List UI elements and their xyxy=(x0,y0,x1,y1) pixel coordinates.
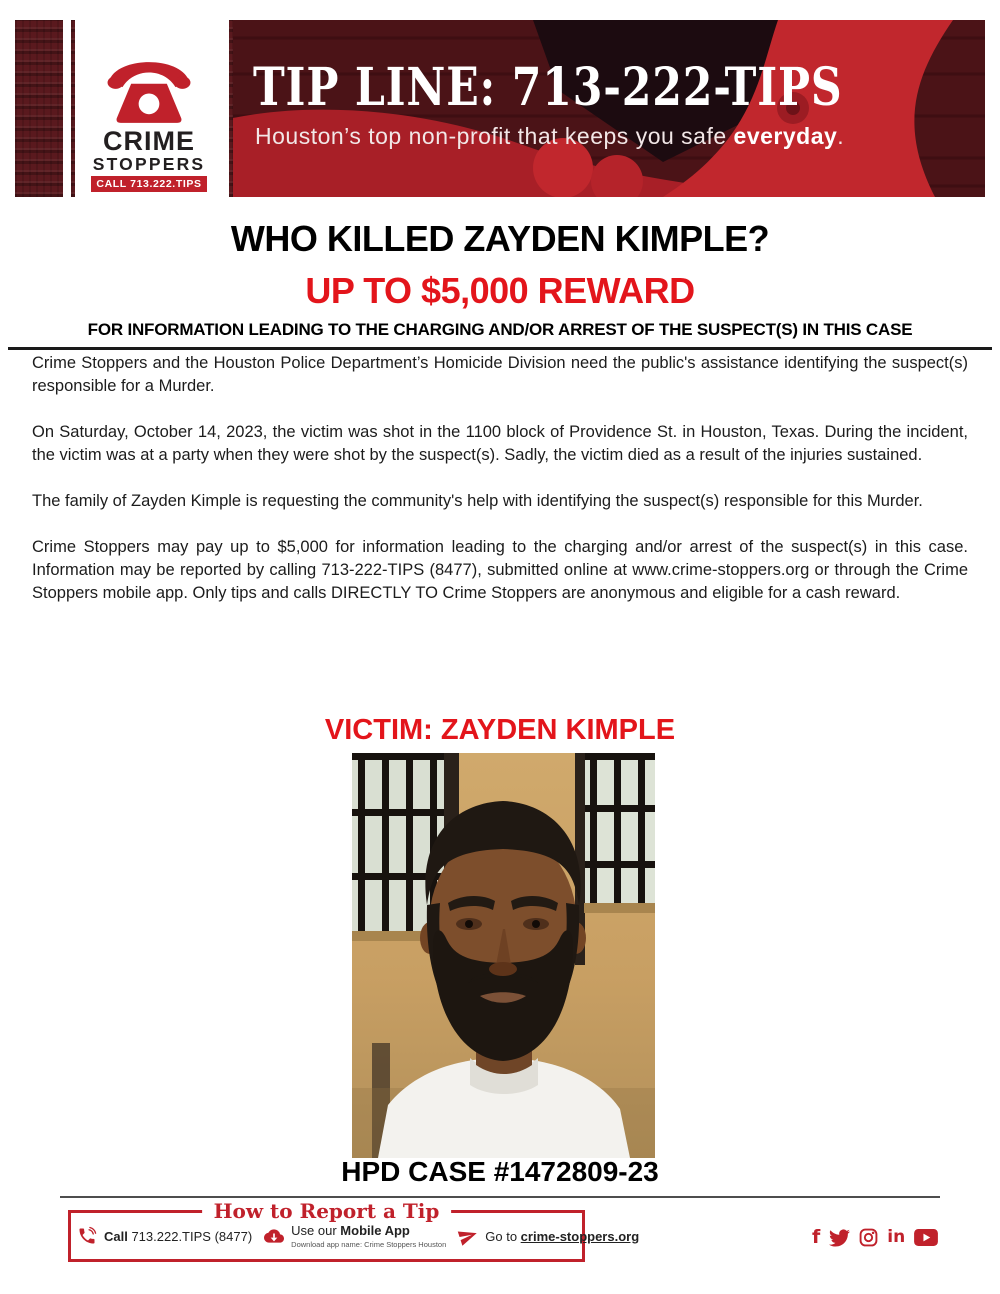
instagram-icon[interactable] xyxy=(859,1228,878,1247)
send-arrow-icon xyxy=(456,1223,481,1248)
headline-title: WHO KILLED ZAYDEN KIMPLE? xyxy=(230,218,770,259)
paragraph: On Saturday, October 14, 2023, the victim was shot in the 1100 block of Providence St. in Houston, Texas. During the incident, the victim was at a party when they were shot by the suspect(s). Sadly, the victim died as a result of the injuries sustained. xyxy=(32,423,968,464)
paragraph: Crime Stoppers may pay up to $5,000 for information leading to the charging and/or arrest of the suspect(s) in this case. Information may be reported by calling 713-222-TIPS (8477), submitted online at www.crime-stoppers.org or through the Crime Stoppers mobile app. Only tips and calls DIRECTLY TO Crime Stoppers are anonymous and eligible for a cash reward. xyxy=(32,538,968,602)
reward-headline: UP TO $5,000 REWARD xyxy=(305,270,695,311)
phone-icon xyxy=(77,1226,97,1246)
victim-heading: VICTIM: ZAYDEN KIMPLE xyxy=(324,714,676,746)
banner-photo xyxy=(233,20,985,197)
facebook-icon[interactable]: f xyxy=(812,1226,821,1248)
banner-tagline xyxy=(255,123,844,150)
web-label xyxy=(485,1229,639,1244)
call-label-bold: Call xyxy=(104,1228,128,1244)
footer-divider xyxy=(60,1196,940,1198)
paragraph: The family of Zayden Kimple is requesting the community's help with identifying the suspect(s) responsible for this Murder. xyxy=(32,492,923,510)
app-label-prefix: Use our xyxy=(291,1223,341,1239)
web-link[interactable]: crime-stoppers.org xyxy=(520,1228,640,1244)
paragraph: Crime Stoppers and the Houston Police Department’s Homicide Division need the public's assistance identifying the suspect(s) responsible for a Murder. xyxy=(32,354,968,395)
logo-text-crime: CRIME xyxy=(103,126,195,156)
web-item xyxy=(452,1213,645,1259)
app-note: Download app name: Crime Stoppers Houston xyxy=(291,1239,447,1249)
crimestoppers-logo xyxy=(75,20,223,197)
tagline-prefix: Houston’s top non-profit that keeps you safe xyxy=(255,123,734,149)
info-subtitle: FOR INFORMATION LEADING TO THE CHARGING AND/OR ARREST OF THE SUSPECT(S) IN THIS CASE xyxy=(87,320,913,339)
app-label xyxy=(291,1223,410,1239)
banner-gap xyxy=(223,20,229,197)
body-copy xyxy=(32,352,968,628)
tagline-bold: everyday xyxy=(733,123,838,149)
logo-call-badge: CALL 713.222.TIPS xyxy=(91,176,206,192)
tagline-suffix: . xyxy=(837,123,845,149)
cloud-download-icon xyxy=(264,1226,284,1246)
twitter-icon[interactable] xyxy=(829,1228,850,1247)
call-label-number: 713.222.TIPS (8477) xyxy=(127,1228,253,1244)
social-links xyxy=(812,1228,938,1247)
banner-gap xyxy=(63,20,71,197)
header-banner xyxy=(15,20,985,197)
victim-photo-illustration xyxy=(352,753,655,1158)
telephone-icon xyxy=(101,48,197,124)
app-label-bold: Mobile App xyxy=(340,1223,410,1239)
report-tip-box xyxy=(68,1199,640,1262)
web-label-prefix: Go to xyxy=(485,1228,521,1244)
divider-rule xyxy=(8,347,992,350)
victim-photo xyxy=(352,753,655,1158)
logo-text-stoppers: STOPPERS xyxy=(92,154,206,174)
linkedin-icon[interactable]: in xyxy=(887,1227,906,1247)
report-tip-title: How to Report a Tip xyxy=(202,1199,452,1223)
hpd-case-number: HPD CASE #1472809-23 xyxy=(341,1156,659,1187)
tip-line-title: TIP LINE: 713-222-TIPS xyxy=(253,57,843,118)
youtube-icon[interactable] xyxy=(914,1228,938,1247)
call-label xyxy=(104,1229,252,1244)
